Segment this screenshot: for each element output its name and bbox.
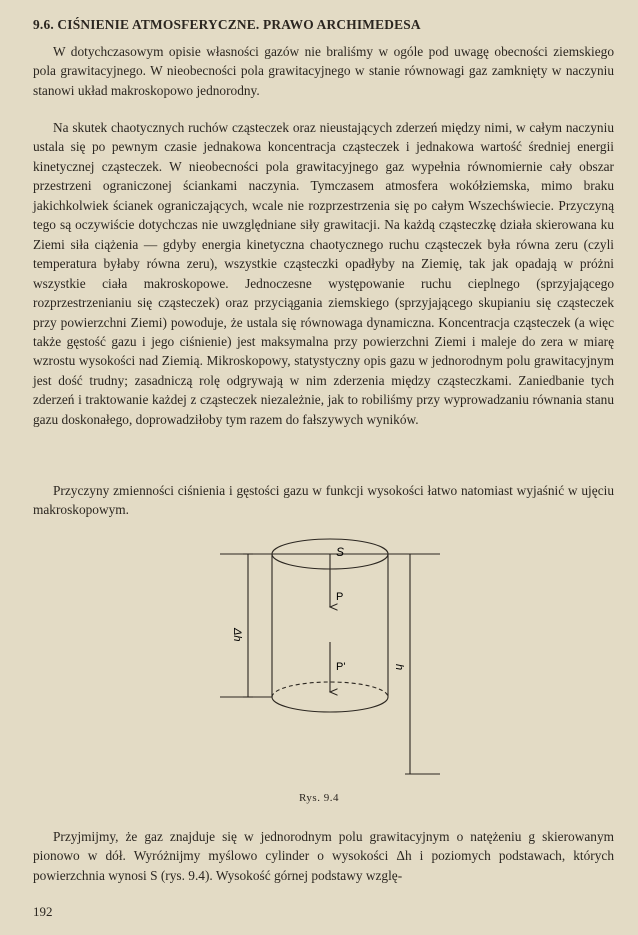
figure-caption: Rys. 9.4 <box>299 792 339 804</box>
paragraph-4: Przyjmijmy, że gaz znajduje się w jednorodnym polu grawitacyjnym o natężeniu g skierowanym pionowo w dół. Wyróżnijmy myślowo cylinder o wysokości Δh i poziomych podstawach, których powierzchnia wynosi S (rys. 9.4). Wysokość górnej podstawy wzglę- <box>33 829 614 883</box>
section-heading: 9.6. CIŚNIENIE ATMOSFERYCZNE. PRAWO ARCHIMEDESA <box>33 17 421 32</box>
paragraph-1: W dotychczasowym opisie własności gazów nie braliśmy w ogóle pod uwagę obecności ziemskiego pola grawitacyjnego. W nieobecności pola grawitacyjnego w stanie równowagi gaz zamknięty w naczyniu stanowi układ makroskopowo jednorodny. <box>33 44 614 98</box>
paragraph-3: Przyczyny zmienności ciśnienia i gęstości gazu w funkcji wysokości łatwo natomiast wyjaśnić w ujęciu makroskopowym. <box>33 483 614 518</box>
label-dh: Δh <box>231 628 243 642</box>
page-number: 192 <box>33 904 53 919</box>
cylinder-bottom-front <box>272 697 388 712</box>
cylinder-figure <box>200 532 460 792</box>
cylinder-diagram <box>200 532 460 792</box>
label-p-top: P <box>336 591 344 603</box>
label-p-bottom: P' <box>336 661 346 673</box>
paragraph-2: Na skutek chaotycznych ruchów cząsteczek oraz nieustających zderzeń między nimi, w całym naczyniu ustala się po pewnym czasie jednakowa koncentracja cząsteczek i jednakowa wartość średniej energii kinetycznej cząsteczek. W nieobecności pola grawitacyjnego gaz wypełnia równomiernie cały obszar przestrzeni ograniczonej ściankami naczynia. Tymczasem atmosfera wokółziemska, mimo braku jakichkolwiek ścianek ograniczających, wcale nie rozprzestrzenia się po całym Wszechświecie. Przyczyną tego są oczywiście dotychczas nie uwzględniane siły grawitacji. Na każdą cząsteczkę działa skierowana ku Ziemi siła ciążenia — gdyby energia kinetyczna chaotycznego ruchu cząsteczek była równa zeru (czyli temperatura byłaby równa zeru), wszystkie cząsteczki opadłyby na Ziemię, tak jak opadają w próżni wszystkie ciała makroskopowe. Jednoczesne występowanie ruchu cieplnego (sprzyjającego rozprzestrzenianiu się cząsteczek) oraz przyciągania ziemskiego (sprzyjającego skupianiu się cząsteczek przy powierzchni Ziemi) powoduje, że ustala się równowaga dynamiczna. Koncentracja cząsteczek (a więc także gęstość gazu i jego ciśnienie) jest maksymalna przy powierzchni Ziemi i maleje do zera w miarę wzrostu wysokości nad Ziemią. Mikroskopowy, statystyczny opis gazu w jednorodnym polu grawitacyjnym jest dość trudny; zasadniczą rolę odgrywają w nim zderzenia między cząsteczkami. Zaniedbanie tych zderzeń i traktowanie każdej z cząsteczek niezależnie, jak to robiliśmy przy wyprowadzaniu równania stanu gazu doskonałego, doprowadziłoby tym razem do fałszywych wyników. <box>33 120 614 427</box>
label-h: h <box>393 664 405 671</box>
label-area: S <box>336 545 345 559</box>
